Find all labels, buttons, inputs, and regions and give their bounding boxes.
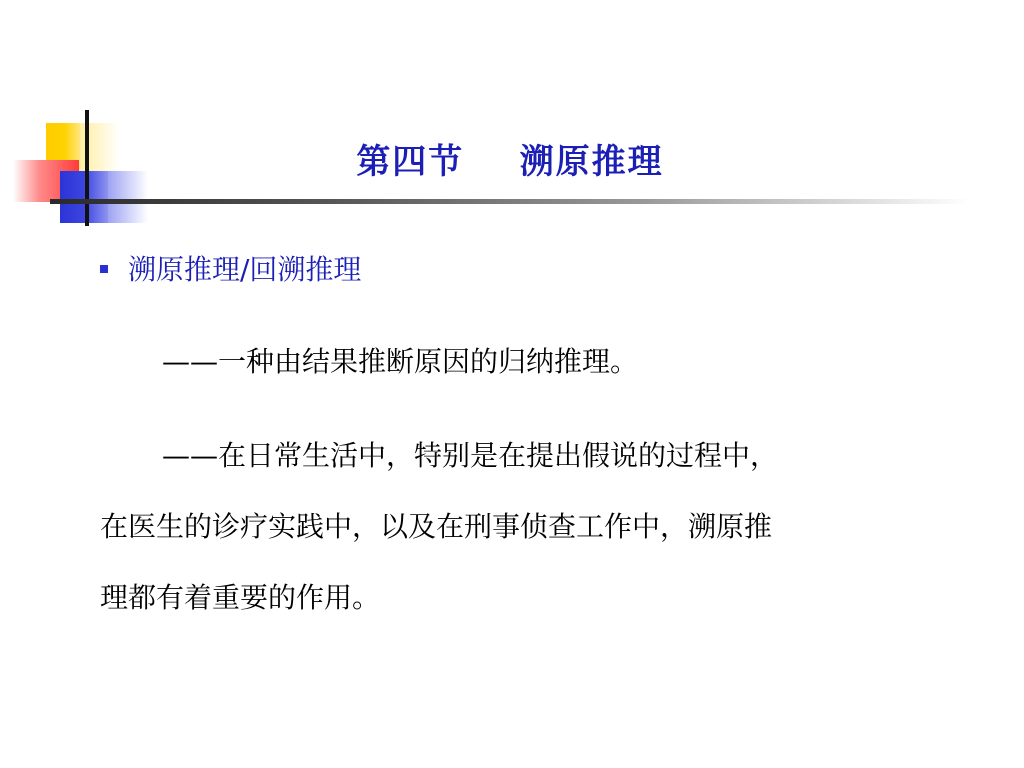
bullet-text: 溯原推理/回溯推理 bbox=[128, 253, 362, 286]
paragraph-line-1: ——一种由结果推断原因的归纳推理。 bbox=[162, 345, 639, 378]
paragraph-line-3: 在医生的诊疗实践中，以及在刑事侦查工作中，溯原推 bbox=[100, 510, 773, 543]
slide-title: 第四节 溯原推理 bbox=[356, 142, 664, 182]
title-divider bbox=[50, 199, 970, 204]
paragraph-line-4: 理都有着重要的作用。 bbox=[100, 581, 381, 614]
decoration-blue-fade bbox=[108, 171, 148, 223]
paragraph-line-2: ——在日常生活中，特别是在提出假说的过程中， bbox=[162, 439, 779, 472]
square-bullet-icon bbox=[100, 265, 108, 273]
decoration-vertical-line bbox=[85, 110, 89, 226]
bullet-item bbox=[100, 248, 361, 288]
decoration-blue-square bbox=[60, 171, 108, 223]
